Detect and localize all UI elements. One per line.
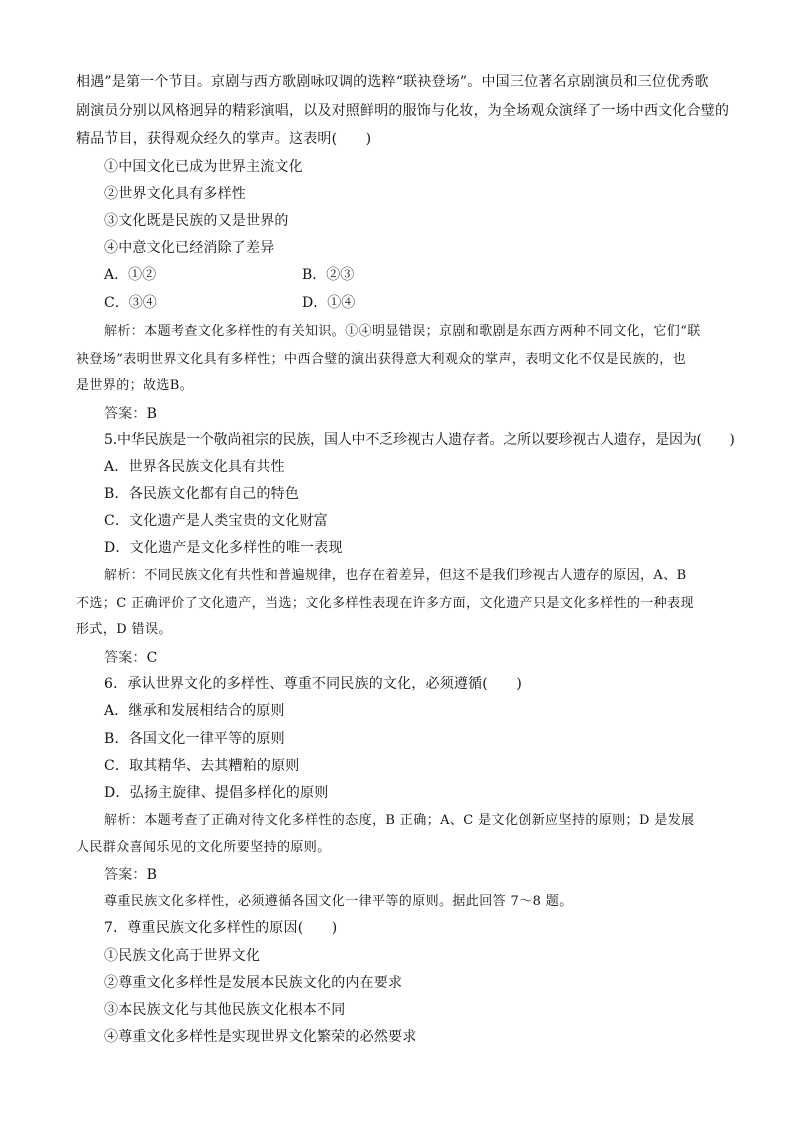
group-intro: 尊重民族文化多样性，必须遵循各国文化一律平等的原则。据此回答 7～8 题。 xyxy=(104,894,573,909)
q4-option-b: B．②③ xyxy=(302,267,355,283)
q5-answer xyxy=(104,648,158,668)
q4-item-1: ①中国文化已成为世界主流文化 xyxy=(104,159,303,175)
q4-option-c: C．③④ xyxy=(104,295,157,311)
q6-option-b: B．各国文化一律平等的原则 xyxy=(104,731,285,747)
q6-answer-label: 答案： xyxy=(104,867,147,883)
q6-analysis-label: 解析： xyxy=(104,813,145,828)
q5-answer-value: C xyxy=(146,650,158,666)
q4-stem-line-1: 相遇”是第一个节目。京剧与西方歌剧咏叹调的选粹“联袂登场”。中国三位著名京剧演员和三位优秀歌 xyxy=(76,74,709,90)
q6-stem: 6．承认世界文化的多样性、尊重不同民族的文化，必须遵循( ) xyxy=(104,676,523,692)
q5-analysis-line-2: 不选；C 正确评价了文化遗产，当选；文化多样性表现在许多方面，文化遗产只是文化多样性的一种表现 xyxy=(76,596,694,611)
q6-analysis-text-1: 本题考查了正确对待文化多样性的态度，B 正确；A、C 是文化创新应坚持的原则；D 是发展 xyxy=(144,813,695,828)
q7-item-4: ④尊重文化多样性是实现世界文化繁荣的必然要求 xyxy=(104,1029,417,1045)
q4-analysis-text-1: 本题考查文化多样性的有关知识。①④明显错误；京剧和歌剧是东西方两种不同文化，它们“联 xyxy=(144,324,701,339)
q6-analysis-line-1 xyxy=(104,811,695,831)
q5-analysis-label: 解析： xyxy=(104,568,145,583)
q5-option-b: B．各民族文化都有自己的特色 xyxy=(104,486,300,502)
q7-stem: 7．尊重民族文化多样性的原因( ) xyxy=(104,920,338,936)
q4-analysis-line-3: 是世界的；故选B。 xyxy=(76,378,194,393)
q4-item-2: ②世界文化具有多样性 xyxy=(104,186,246,202)
q7-item-2: ②尊重文化多样性是发展本民族文化的内在要求 xyxy=(104,975,403,991)
q5-option-a: A．世界各民族文化具有共性 xyxy=(104,459,285,475)
q6-option-d: D．弘扬主旋律、提倡多样化的原则 xyxy=(104,785,329,801)
q4-item-4: ④中意文化已经消除了差异 xyxy=(104,240,275,256)
q4-answer-label: 答案： xyxy=(104,406,147,422)
q7-item-3: ③本民族文化与其他民族文化根本不同 xyxy=(104,1002,346,1018)
q5-option-d: D．文化遗产是文化多样性的唯一表现 xyxy=(104,540,343,556)
q6-analysis-line-2: 人民群众喜闻乐见的文化所要坚持的原则。 xyxy=(76,840,331,855)
q5-analysis-text-1: 不同民族文化有共性和普遍规律，也存在着差异，但这不是我们珍视古人遗存的原因，A、B xyxy=(144,568,687,583)
q4-analysis-line-2: 袂登场”表明世界文化具有多样性；中西合璧的演出获得意大利观众的掌声，表明文化不仅是民族的，也 xyxy=(76,352,687,367)
q5-stem: 5.中华民族是一个敬尚祖宗的民族，国人中不乏珍视古人遗存者。之所以要珍视古人遗存，是因为( ) xyxy=(104,432,735,448)
q4-option-d: D．①④ xyxy=(302,295,356,311)
q4-analysis-line-1 xyxy=(104,322,701,342)
q4-stem-line-2: 剧演员分别以风格迥异的精彩演唱，以及对照鲜明的服饰与化妆，为全场观众演绎了一场中西文化合璧的 xyxy=(76,103,730,119)
q4-option-a: A．①② xyxy=(104,267,157,283)
q6-option-a: A．继承和发展相结合的原则 xyxy=(104,703,285,719)
q6-answer-value: B xyxy=(146,867,158,883)
q5-answer-label: 答案： xyxy=(104,650,147,666)
q4-answer-value: B xyxy=(146,406,158,422)
q5-analysis-line-1 xyxy=(104,566,687,586)
q7-item-1: ①民族文化高于世界文化 xyxy=(104,948,261,964)
q4-answer xyxy=(104,404,157,424)
q5-option-c: C．文化遗产是人类宝贵的文化财富 xyxy=(104,513,328,529)
q4-analysis-label: 解析： xyxy=(104,324,145,339)
q5-analysis-line-3: 形式，D 错误。 xyxy=(76,622,172,637)
q6-option-c: C．取其精华、去其糟粕的原则 xyxy=(104,758,300,774)
q4-item-3: ③文化既是民族的又是世界的 xyxy=(104,213,289,229)
q6-answer xyxy=(104,865,157,885)
q4-stem-line-3: 精品节目，获得观众经久的掌声。这表明( ) xyxy=(76,131,372,147)
